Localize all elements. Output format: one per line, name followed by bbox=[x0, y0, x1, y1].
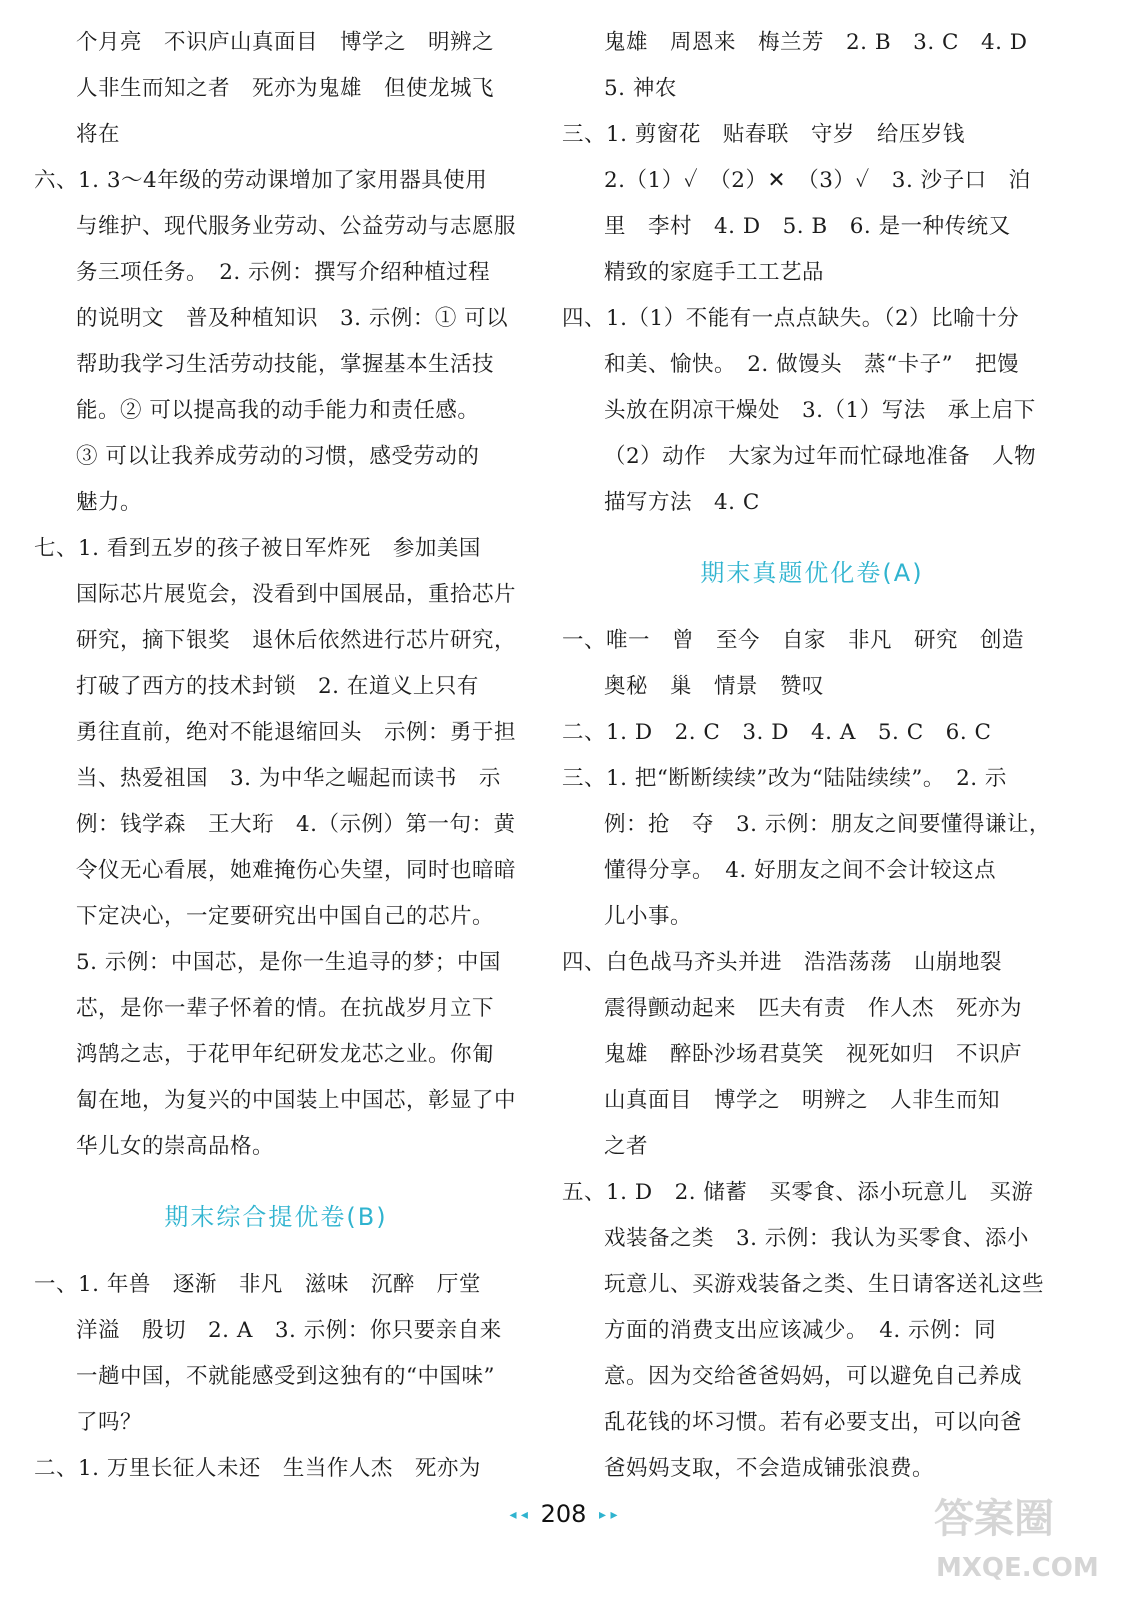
page-number: 208 bbox=[540, 1500, 587, 1528]
answer-line: （2）动作 大家为过年而忙碌地准备 人物 bbox=[604, 444, 1037, 469]
answer-line: 三、1. 剪窗花 贴春联 守岁 给压岁钱 bbox=[562, 122, 965, 147]
answer-line: ③ 可以让我养成劳动的习惯，感受劳动的 bbox=[76, 444, 480, 469]
answer-line: 四、白色战马齐头并进 浩浩荡荡 山崩地裂 bbox=[562, 950, 1003, 975]
prev-arrows-icon: ◂ ◂ bbox=[509, 1507, 528, 1523]
answer-line: 5. 示例：中国芯，是你一生追寻的梦；中国 bbox=[76, 950, 501, 975]
answer-line: 玩意儿、买游戏装备之类、生日请客送礼这些 bbox=[604, 1272, 1045, 1297]
answer-line: 当、热爱祖国 3. 为中华之崛起而读书 示 bbox=[76, 766, 501, 791]
answer-line: 例：钱学森 王大珩 4.（示例）第一句：黄 bbox=[76, 812, 516, 837]
answer-line: 一趟中国，不就能感受到这独有的“中国味” bbox=[76, 1364, 495, 1389]
answer-line: 研究，摘下银奖 退休后依然进行芯片研究， bbox=[76, 628, 517, 653]
answer-line: 描写方法 4. C bbox=[604, 490, 760, 515]
answer-line: 打破了西方的技术封锁 2. 在道义上只有 bbox=[76, 674, 479, 699]
right-answers-bottom bbox=[562, 618, 1062, 1492]
answer-line: 将在 bbox=[76, 122, 121, 147]
section-title-wrap bbox=[34, 1170, 518, 1262]
next-arrows-icon: ▸ ▸ bbox=[599, 1507, 618, 1523]
answer-line: 戏装备之类 3. 示例：我认为买零食、添小 bbox=[604, 1226, 1029, 1251]
answer-line: 四、1.（1）不能有一点点缺失。（2）比喻十分 bbox=[562, 306, 1020, 331]
answer-line: 务三项任务。 2. 示例：撰写介绍种植过程 bbox=[76, 260, 491, 285]
section-title-b: 期末综合提优卷(B) bbox=[164, 1203, 388, 1231]
answer-line: 个月亮 不识庐山真面目 博学之 明辨之 bbox=[76, 30, 495, 55]
answer-line: 儿小事。 bbox=[604, 904, 693, 929]
answer-line: 爸妈妈支取，不会造成铺张浪费。 bbox=[604, 1456, 935, 1481]
answer-line: 之者 bbox=[604, 1134, 649, 1159]
answer-line: 例：抢 夺 3. 示例：朋友之间要懂得谦让， bbox=[604, 812, 1051, 837]
answer-line: 洋溢 殷切 2. A 3. 示例：你只要亲自来 bbox=[76, 1318, 502, 1343]
answer-line: 鬼雄 醉卧沙场君莫笑 视死如归 不识庐 bbox=[604, 1042, 1023, 1067]
answer-line: 一、1. 年兽 逐渐 非凡 滋味 沉醉 厅堂 bbox=[34, 1272, 481, 1297]
watermark-title: 答案圈 bbox=[934, 1496, 1054, 1542]
answer-line: 三、1. 把“断断续续”改为“陆陆续续”。 2. 示 bbox=[562, 766, 1007, 791]
answer-line: 的说明文 普及种植知识 3. 示例：① 可以 bbox=[76, 306, 509, 331]
answer-line: 懂得分享。 4. 好朋友之间不会计较这点 bbox=[604, 858, 997, 883]
answer-line: 鬼雄 周恩来 梅兰芳 2. B 3. C 4. D bbox=[604, 30, 1028, 55]
answer-line: 五、1. D 2. 储蓄 买零食、添小玩意儿 买游 bbox=[562, 1180, 1034, 1205]
answer-line: 勇往直前，绝对不能退缩回头 示例：勇于担 bbox=[76, 720, 517, 745]
answer-line: 和美、愉快。 2. 做馒头 蒸“卡子” 把馒 bbox=[604, 352, 1020, 377]
answer-line: 2.（1）✓ （2）✕ （3）✓ 3. 沙子口 泊 bbox=[604, 168, 1031, 193]
answer-line: 了吗？ bbox=[76, 1410, 143, 1435]
answer-line: 意。因为交给爸爸妈妈，可以避免自己养成 bbox=[604, 1364, 1023, 1389]
answer-line: 精致的家庭手工工艺品 bbox=[604, 260, 825, 285]
answer-line: 山真面目 博学之 明辨之 人非生而知 bbox=[604, 1088, 1001, 1113]
answer-line: 鸿鹄之志，于花甲年纪研发龙芯之业。你匍 bbox=[76, 1042, 495, 1067]
answer-line: 一、唯一 曾 至今 自家 非凡 研究 创造 bbox=[562, 628, 1025, 653]
watermark-url: MXQE.COM bbox=[936, 1553, 1099, 1583]
answer-line: 国际芯片展览会，没看到中国展品，重拾芯片 bbox=[76, 582, 517, 607]
answer-line: 匐在地，为复兴的中国装上中国芯，彰显了中 bbox=[76, 1088, 517, 1113]
left-answers-top bbox=[34, 20, 518, 1170]
answer-line: 七、1. 看到五岁的孩子被日军炸死 参加美国 bbox=[34, 536, 481, 561]
left-answers-bottom bbox=[34, 1262, 518, 1492]
answer-line: 芯，是你一辈子怀着的情。在抗战岁月立下 bbox=[76, 996, 495, 1021]
section-title-wrap bbox=[562, 526, 1062, 618]
answer-line: 帮助我学习生活劳动技能，掌握基本生活技 bbox=[76, 352, 495, 377]
answer-line: 方面的消费支出应该减少。 4. 示例：同 bbox=[604, 1318, 997, 1343]
right-answers-top bbox=[562, 20, 1062, 526]
watermark-logo bbox=[928, 1480, 1108, 1590]
section-title-a: 期末真题优化卷(A) bbox=[700, 559, 924, 587]
answer-line: 华儿女的崇高品格。 bbox=[76, 1134, 275, 1159]
answer-line: 与维护、现代服务业劳动、公益劳动与志愿服 bbox=[76, 214, 517, 239]
right-column bbox=[562, 20, 1062, 1492]
answer-line: 乱花钱的坏习惯。若有必要支出，可以向爸 bbox=[604, 1410, 1023, 1435]
answer-line: 人非生而知之者 死亦为鬼雄 但使龙城飞 bbox=[76, 76, 495, 101]
answer-line: 二、1. 万里长征人未还 生当作人杰 死亦为 bbox=[34, 1456, 481, 1481]
answer-line: 5. 神农 bbox=[604, 76, 677, 101]
answer-line: 二、1. D 2. C 3. D 4. A 5. C 6. C bbox=[562, 720, 992, 745]
answer-line: 能。② 可以提高我的动手能力和责任感。 bbox=[76, 398, 480, 423]
answer-line: 魅力。 bbox=[76, 490, 143, 515]
answer-line: 六、1. 3～4年级的劳动课增加了家用器具使用 bbox=[34, 168, 488, 193]
answer-line: 头放在阴凉干燥处 3.（1）写法 承上启下 bbox=[604, 398, 1036, 423]
answer-line: 奥秘 巢 情景 赞叹 bbox=[604, 674, 825, 699]
answer-line: 令仪无心看展，她难掩伤心失望，同时也暗暗 bbox=[76, 858, 517, 883]
left-column bbox=[34, 20, 518, 1492]
answer-line: 里 李村 4. D 5. B 6. 是一种传统又 bbox=[604, 214, 1011, 239]
answer-line: 下定决心，一定要研究出中国自己的芯片。 bbox=[76, 904, 495, 929]
answer-line: 震得颤动起来 匹夫有责 作人杰 死亦为 bbox=[604, 996, 1023, 1021]
